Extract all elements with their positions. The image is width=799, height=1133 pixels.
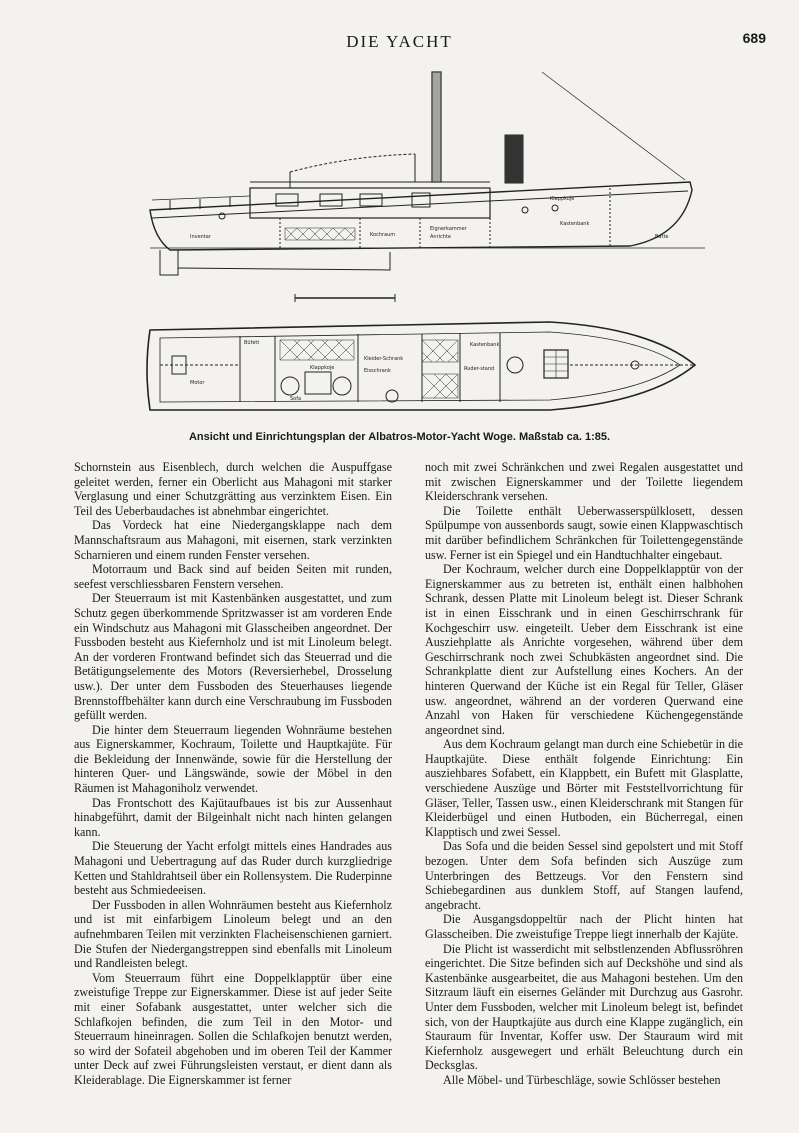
drawing-label: Kastenbank	[560, 221, 590, 227]
paragraph: Die Plicht ist wasserdicht mit selbstlenzenden Abflussröhren eingerichtet. Die Sitze befinden sich auf Deckshöhe und sind als Kastenbänke ausgearbeitet, die aus Mahagoni bestehen. Um den Sitzraum läuft ein eisernes Geländer mit Durchzug aus Gasrohr. Unter dem Fussboden, welcher mit Linoleum belegt ist, befindet sich, von der Hauptkajüte aus durch eine Klappe zugänglich, ein Stauraum für Inventar, Koffer usw. Der Stauraum wird mit Kiefernholz ausgewegert und erhält Beleuchtung durch ein Decksglas.	[425, 941, 743, 1073]
page-header-title: DIE YACHT	[346, 32, 453, 51]
paragraph: Die Toilette enthält Ueberwasserspülklosett, dessen Spülpumpe von aussenbords saugt, sowie einen Klappwaschtisch mit darüber befindlichem Schränkchen für Toilettengegenstände usw. Ferner ist ein Spiegel und ein Handtuchhalter eingebaut.	[425, 503, 743, 562]
drawing-label: Kochraum	[370, 232, 396, 238]
drawing-label: Ruder-stand	[464, 366, 495, 372]
drawing-label: Kastenbank	[470, 342, 500, 348]
drawing-label: Inventar	[190, 234, 211, 240]
drawing-label: Motor	[190, 380, 205, 386]
paragraph: Das Sofa und die beiden Sessel sind gepolstert und mit Stoff bezogen. Unter dem Sofa befinden sich Auszüge zum Unterbringen des Bettzeugs. Vor den Fenstern sind Schiebegardinen aus dunklem Stoff, auf Stangen laufend, angebracht.	[425, 839, 743, 912]
paragraph: Die Steuerung der Yacht erfolgt mittels eines Handrades aus Mahagoni und Uebertragung auf das Ruder durch kurzgliedrige Ketten und Stahldrahtseil über ein Rollensystem. Die Ruderpinne besteht aus Schmiedeeisen.	[74, 839, 392, 898]
drawing-label: Anrichte	[430, 234, 451, 240]
paragraph: Der Fussboden in allen Wohnräumen besteht aus Kiefernholz und ist mit einfarbigem Linoleum belegt und an den aufnehmbaren Teilen mit verzinkten Flacheisenschienen garniert. Die Stufen der Niedergangstreppen sind ebenfalls mit Linoleum und Randleisten belegt.	[74, 897, 392, 971]
drawing-label: Büfett	[244, 340, 260, 346]
paragraph: Schornstein aus Eisenblech, durch welchen die Auspuffgase geleitet werden, ferner ein Oberlicht aus Mahagoni mit starker Verglasung und einer Schutzgrätting aus verzinktem Eisen. Ein Teil des Ueberbaudaches ist abnehmbar eingerichtet.	[74, 460, 392, 518]
drawing-label: Batte	[655, 234, 669, 240]
drawing-label: Eignerkammer	[430, 226, 467, 232]
left-text-column	[74, 460, 392, 1088]
paragraph: Aus dem Kochraum gelangt man durch eine Schiebetür in die Hauptkajüte. Diese enthält folgende Einrichtung: Ein ausziehbares Sofabett, ein Klappbett, ein Bufett mit Glasplatte, verschiedene Auszüge und Börter mit Feststellvorrichtung für Gläser, Teller, Tassen usw., einen Kleiderschrank mit Stangen für Kleiderbügel und einen Hutboden, ein Bücherregal, einen Klapptisch und zwei Sessel.	[425, 737, 743, 839]
paragraph: Das Frontschott des Kajütaufbaues ist bis zur Aussenhaut hinabgeführt, damit der Bilgeinhalt nicht nach hinten gelangen kann.	[74, 795, 392, 839]
paragraph: Alle Möbel- und Türbeschläge, sowie Schlösser bestehen	[443, 1072, 721, 1087]
paragraph: Die Ausgangsdoppeltür nach der Plicht hinten hat Glasscheiben. Die zweistufige Treppe liegt innerhalb der Kajüte.	[425, 912, 743, 941]
drawing-label: Sofa	[290, 396, 302, 402]
page-number: 689	[742, 30, 766, 46]
paragraph: Der Steuerraum ist mit Kastenbänken ausgestattet, und zum Schutz gegen überkommende Spritzwasser ist am vorderen Ende ein Windschutz aus Mahagoni mit Glasscheiben angeordnet. Der Fussboden besteht aus Kiefernholz und ist mit Linoleum belegt. An der vorderen Frontwand befindet sich das Steuerrad und die Betätigungselemente des Motors (Reversierhebel, Drosselung usw.). Der unter dem Fussboden des Steuerhauses liegende Brennstoffbehälter kann durch eine Verschraubung im Fussboden gefüllt werden.	[74, 591, 392, 723]
paragraph: noch mit zwei Schränkchen und zwei Regalen ausgestattet und mit zwischen Eignerskammer und der Toilette liegendem Kleiderschrank versehen.	[425, 460, 743, 504]
paragraph: Motorraum und Back sind auf beiden Seiten mit runden, seefest verschliessbaren Fenstern versehen.	[74, 562, 392, 591]
drawing-label: Klappkoje	[550, 196, 575, 202]
drawing-label: Kleider-Schrank	[364, 356, 404, 362]
right-text-column	[425, 460, 743, 1088]
drawing-label: Eisschrank	[364, 368, 391, 374]
paragraph: Die hinter dem Steuerraum liegenden Wohnräume bestehen aus Eignerskammer, Kochraum, Toilette und Hauptkajüte. Für die Bekleidung der Innenwände, sowie für die Herstellung der hinteren Quer- und Längswände, sowie der Möbel in den Räumen ist Mahagoniholz verwendet.	[74, 722, 392, 796]
paragraph: Das Vordeck hat eine Niedergangsklappe nach dem Mannschaftsraum aus Mahagoni, mit eisernen, stark verzinkten Scharnieren und einem runden Fenster versehen.	[74, 518, 392, 562]
figure-caption	[0, 431, 799, 443]
paragraph: Der Kochraum, welcher durch eine Doppelklapptür von der Eignerskammer aus zu betreten ist, enthält einen halbhohen Schrank, dessen Platte mit Linoleum belegt ist. Dieser Schrank ist in einen Eisschrank und in einen Geschirrschrank für Kochgeschirr usw. eingeteilt. Ueber dem Eisschrank ist eine Ausziehplatte als Anrichte vorgesehen, während über dem Geschirrschrank noch zwei Schubkästen angeordnet sind. Die Schrankplatte dient zur Aufstellung eines Kochers. An der hinteren Querwand der Küche ist ein Regal für Teller, Gläser usw. angeordnet, während an der vorderen Querwand eine Anzahl von Haken für verschiedene Küchengegenstände angeordnet sind.	[425, 562, 743, 737]
figure-caption-title: Ansicht und Einrichtungsplan der Albatros-Motor-Yacht Woge.	[188, 431, 516, 443]
yacht-drawing	[130, 60, 705, 425]
figure-caption-scale: Maßstab ca. 1:85.	[518, 431, 611, 443]
paragraph: Vom Steuerraum führt eine Doppelklapptür über eine zweistufige Treppe zur Eignerskammer. Diese ist auf jeder Seite mit einer Sofabank ausgestattet, unter welcher sich die Schlafkojen befinden, die zum Teil in den Motor- und Steuerraum hineinragen. Sollen die Schlafkojen benutzt werden, so wird der Sofateil abgehoben und im oberen Teil der Kammer unter Deck auf zwei Führungsleisten verstaut, er dient dann als Kleiderablage. Die Eignerskammer ist ferner	[74, 970, 392, 1087]
drawing-label: Klappkoje	[310, 365, 335, 371]
